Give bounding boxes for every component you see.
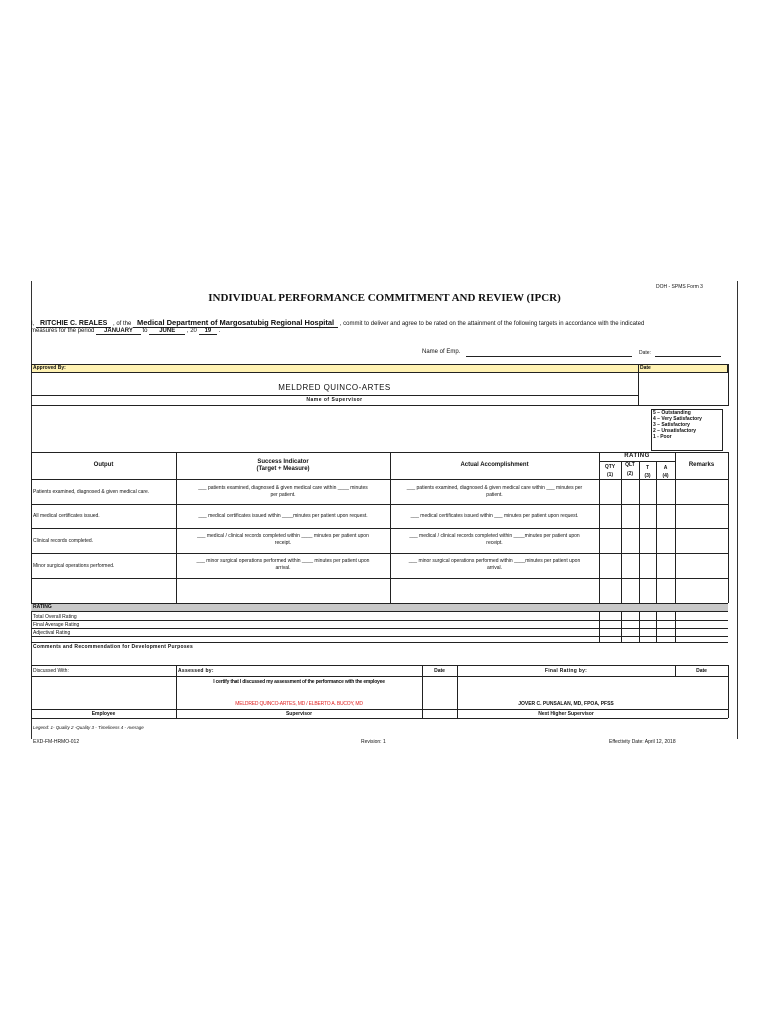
header-qty-label: QTY bbox=[604, 464, 616, 470]
date-label: Date: bbox=[639, 350, 651, 356]
row-output: All medical certificates issued. bbox=[33, 513, 100, 519]
table-row bbox=[31, 553, 728, 578]
higher-supervisor-caption: Next Higher Supervisor bbox=[538, 711, 594, 717]
table-row bbox=[31, 528, 728, 553]
approved-by-label: Approved By: bbox=[33, 365, 66, 371]
header-t-number: (3) bbox=[644, 473, 651, 479]
rating-band bbox=[31, 604, 728, 612]
header-qlt-label: QLT bbox=[625, 462, 635, 468]
row-actual-line-1: ___ medical / clinical records completed within ____minutes per patient upon bbox=[409, 533, 580, 539]
final-average-rating: Final Average Rating bbox=[33, 622, 80, 628]
row-indicator bbox=[176, 558, 390, 572]
row-indicator bbox=[176, 533, 390, 547]
date-line bbox=[655, 356, 721, 357]
row-indicator-line-1: ___ minor surgical operations performed within ____ minutes per patient upon bbox=[196, 558, 370, 564]
assessed-by-label: Assessed by: bbox=[178, 668, 214, 674]
legend: Legend: 1- Quality 2 -Quality 3 - Timeliness 4 - Average bbox=[33, 725, 144, 730]
employee-name: RITCHIE C. REALES bbox=[36, 320, 111, 328]
header-t bbox=[639, 464, 656, 480]
commitment-line-2: measures for the period JANUARY to JUNE , 20 19 . bbox=[31, 328, 221, 334]
approved-band bbox=[31, 364, 728, 373]
header-a-label: A bbox=[663, 465, 668, 471]
adjectival-rating: Adjectival Rating bbox=[33, 630, 71, 636]
header-output: Output bbox=[93, 462, 114, 468]
row-actual-line-2: patient. bbox=[486, 492, 503, 498]
higher-supervisor-name: JOVER C. PUNSALAN, MD, FPOA, PFSS bbox=[518, 701, 614, 707]
row-actual bbox=[390, 558, 599, 572]
discussed-with-label: Discussed With: bbox=[33, 668, 69, 674]
row-actual bbox=[390, 485, 599, 499]
header-qty bbox=[599, 463, 621, 479]
rating-scale-1: 1 - Poor bbox=[653, 434, 672, 440]
header-a bbox=[656, 464, 675, 480]
supervisor-caption: Name of Supervisor bbox=[306, 397, 363, 403]
employee-caption: Employee bbox=[91, 711, 116, 717]
rating-scale-2: 2 – Unsatisfactory bbox=[653, 428, 697, 434]
row-actual-line-1: ___ minor surgical operations performed within ____minutes per patient upon bbox=[408, 558, 581, 564]
approved-date-label: Date bbox=[640, 365, 651, 371]
name-of-emp-line bbox=[466, 356, 632, 357]
header-qty-number: (1) bbox=[606, 472, 614, 478]
header-remarks: Remarks bbox=[688, 462, 715, 468]
rating-label: RATING bbox=[33, 604, 52, 610]
period-to: JUNE bbox=[149, 328, 185, 335]
footer-code: EXD-FM-HRMO-012 bbox=[33, 739, 80, 745]
row-indicator-line-2: per patient. bbox=[270, 492, 296, 498]
table-row bbox=[31, 504, 728, 528]
header-success-indicator bbox=[176, 459, 390, 473]
rating-scale-4: 4 – Very Satisfactory bbox=[653, 416, 702, 422]
form-code: DOH - SPMS Form 3 bbox=[656, 284, 703, 290]
date-label-1: Date bbox=[434, 668, 445, 674]
office-name: Medical Department of Margosatubig Regional Hospital bbox=[133, 318, 338, 328]
header-qlt bbox=[621, 461, 639, 479]
name-of-emp-label: Name of Emp. bbox=[422, 349, 461, 355]
total-overall-rating: Total Overall Rating bbox=[33, 614, 77, 620]
header-actual: Actual Accomplishment bbox=[460, 462, 529, 468]
date-label-2: Date bbox=[696, 668, 707, 674]
rating-scale-5: 5 – Outstanding bbox=[653, 410, 691, 416]
row-indicator-line-1: ___ patients examined, diagnosed & given medical care within ____ minutes bbox=[198, 485, 368, 491]
row-output: Clinical records completed. bbox=[33, 538, 94, 544]
supervisor-signatories: MELDRED QUINCO-ARTES, MD / ELBERTO A. BUCOY, MD bbox=[235, 701, 363, 707]
header-a-number: (4) bbox=[662, 473, 669, 479]
period-year: 19 bbox=[199, 328, 218, 335]
form-title: INDIVIDUAL PERFORMANCE COMMITMENT AND REVIEW (IPCR) bbox=[208, 292, 561, 304]
rating-scale-list bbox=[653, 410, 702, 440]
row-actual-line-1: ___ patients examined, diagnosed & given medical care within ___ minutes per bbox=[406, 485, 583, 491]
header-success-indicator-sub: (Target + Measure) bbox=[256, 466, 310, 472]
rating-scale-3: 3 – Satisfactory bbox=[653, 422, 690, 428]
row-actual bbox=[390, 513, 599, 520]
row-indicator-line-1: ___ medical / clinical records completed within ____ minutes per patient upon bbox=[197, 533, 369, 539]
row-indicator-line-2: arrival. bbox=[275, 565, 291, 571]
row-actual-line-2: arrival. bbox=[486, 565, 502, 571]
footer-effectivity: Effectivity Date: April 12, 2018 bbox=[609, 739, 676, 745]
header-success-indicator-title: Success Indicator bbox=[257, 459, 309, 465]
row-indicator bbox=[176, 485, 390, 499]
header-qlt-number: (2) bbox=[626, 471, 634, 477]
row-output: Minor surgical operations performed. bbox=[33, 563, 115, 569]
row-actual-line-1: ___ medical certificates issued within ___ minutes per patient upon request. bbox=[410, 513, 579, 519]
period-from: JANUARY bbox=[96, 328, 141, 335]
row-indicator-line-1: ___ medical certificates issued within ____minutes per patient upon request. bbox=[198, 513, 368, 519]
certify-statement: I certify that I discussed my assessment of the performance with the employee bbox=[213, 679, 385, 685]
row-output: Patients examined, diagnosed & given medical care. bbox=[33, 489, 150, 495]
row-indicator-line-2: receipt. bbox=[274, 540, 292, 546]
comments-label: Comments and Recommendation for Development Purposes bbox=[33, 644, 194, 650]
row-actual-line-2: receipt. bbox=[486, 540, 503, 546]
footer-revision: Revision: 1 bbox=[361, 739, 386, 745]
final-rating-by-label: Final Rating by: bbox=[544, 668, 588, 674]
header-rating: RATING bbox=[624, 453, 650, 459]
row-indicator bbox=[176, 513, 390, 520]
row-actual bbox=[390, 533, 599, 547]
supervisor-caption-sig: Supervisor bbox=[285, 711, 313, 717]
commitment-line-1: I, RITCHIE C. REALES , of the Medical Department of Margosatubig Regional Hospital , commit to deliver and agree to be rated on the attainment of the following targets in accordance with the indicated bbox=[31, 318, 645, 327]
header-t-label: T bbox=[645, 465, 650, 471]
table-row bbox=[31, 479, 728, 504]
supervisor-name: MELDRED QUINCO-ARTES bbox=[278, 383, 391, 392]
